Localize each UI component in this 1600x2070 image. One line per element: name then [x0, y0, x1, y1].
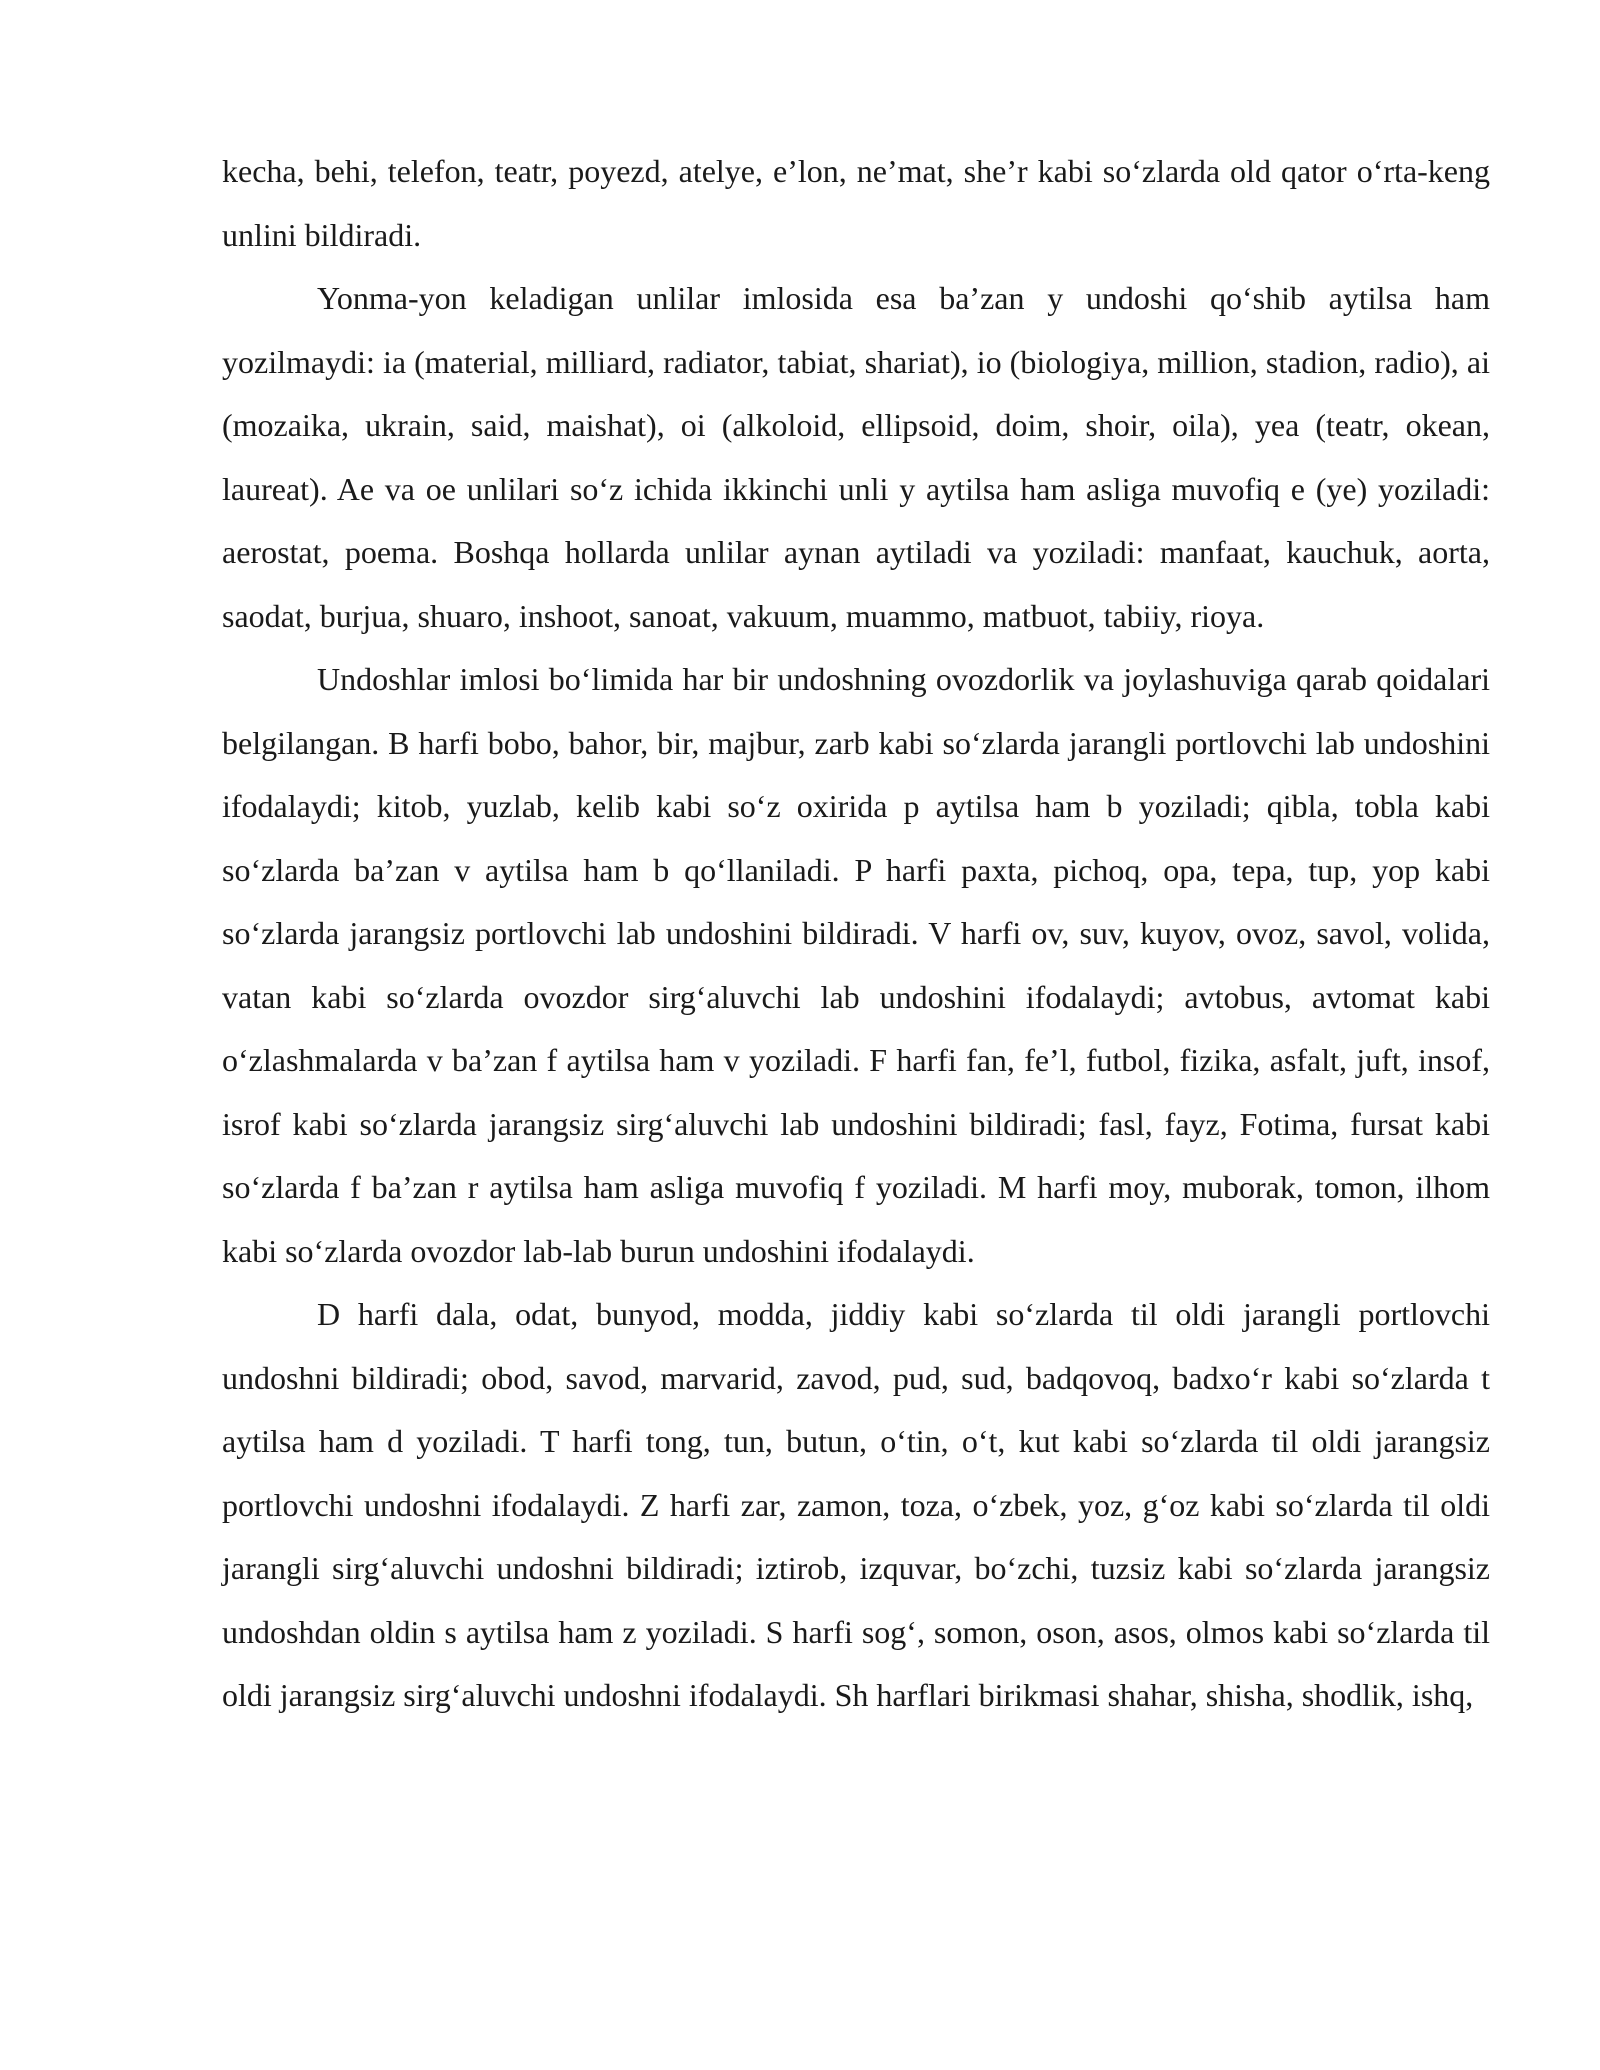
- paragraph-continued: kecha, behi, telefon, teatr, poyezd, atelye, e’lon, ne’mat, she’r kabi so‘zlarda old qator o‘rta-keng unlini bildiradi.: [222, 153, 1490, 253]
- paragraph-consonants-dental: D harfi dala, odat, bunyod, modda, jiddiy kabi so‘zlarda til oldi jarangli portlovchi undoshni bildiradi; obod, savod, marvarid, zavod, pud, sud, badqovoq, badxo‘r kabi so‘zlarda t aytilsa ham d yoziladi. T harfi tong, tun, butun, o‘tin, o‘t, kut kabi so‘zlarda til oldi jarangsiz portlovchi undoshni ifodalaydi. Z harfi zar, zamon, toza, o‘zbek, yoz, g‘oz kabi so‘zlarda til oldi jarangli sirg‘aluvchi undoshni bildiradi; iztirob, izquvar, bo‘zchi, tuzsiz kabi so‘zlarda jarangsiz undoshdan oldin s aytilsa ham z yoziladi. S harfi sog‘, somon, oson, asos, olmos kabi so‘zlarda til oldi jarangsiz sirg‘aluvchi undoshni ifodalaydi. Sh harflari birikmasi shahar, shisha, shodlik, ishq,: [222, 1296, 1490, 1713]
- paragraph-vowel-clusters: Yonma-yon keladigan unlilar imlosida esa ba’zan y undoshi qo‘shib aytilsa ham yozilmaydi: ia (material, milliard, radiator, tabiat, shariat), io (biologiya, million, stadion, radio), ai (mozaika, ukrain, said, maishat), oi (alkoloid, ellipsoid, doim, shoir, oila), yea (teatr, okean, laureat). Ae va oe unlilari so‘z ichida ikkinchi unli y aytilsa ham asliga muvofiq e (ye) yoziladi: aerostat, poema. Boshqa hollarda unlilar aynan aytiladi va yoziladi: manfaat, kauchuk, aorta, saodat, burjua, shuaro, inshoot, sanoat, vakuum, muammo, matbuot, tabiiy, rioya.: [222, 280, 1490, 634]
- document-body: [222, 140, 1490, 1728]
- paragraph-consonants-labial: Undoshlar imlosi bo‘limida har bir undoshning ovozdorlik va joylashuviga qarab qoidalari belgilangan. B harfi bobo, bahor, bir, majbur, zarb kabi so‘zlarda jarangli portlovchi lab undoshini ifodalaydi; kitob, yuzlab, kelib kabi so‘z oxirida p aytilsa ham b yoziladi; qibla, tobla kabi so‘zlarda ba’zan v aytilsa ham b qo‘llaniladi. P harfi paxta, pichoq, opa, tepa, tup, yop kabi so‘zlarda jarangsiz portlovchi lab undoshini bildiradi. V harfi ov, suv, kuyov, ovoz, savol, volida, vatan kabi so‘zlarda ovozdor sirg‘aluvchi lab undoshini ifodalaydi; avtobus, avtomat kabi o‘zlashmalarda v ba’zan f aytilsa ham v yoziladi. F harfi fan, fe’l, futbol, fizika, asfalt, juft, insof, isrof kabi so‘zlarda jarangsiz sirg‘aluvchi lab undoshini bildiradi; fasl, fayz, Fotima, fursat kabi so‘zlarda f ba’zan r aytilsa ham asliga muvofiq f yoziladi. M harfi moy, muborak, tomon, ilhom kabi so‘zlarda ovozdor lab-lab burun undoshini ifodalaydi.: [222, 661, 1490, 1269]
